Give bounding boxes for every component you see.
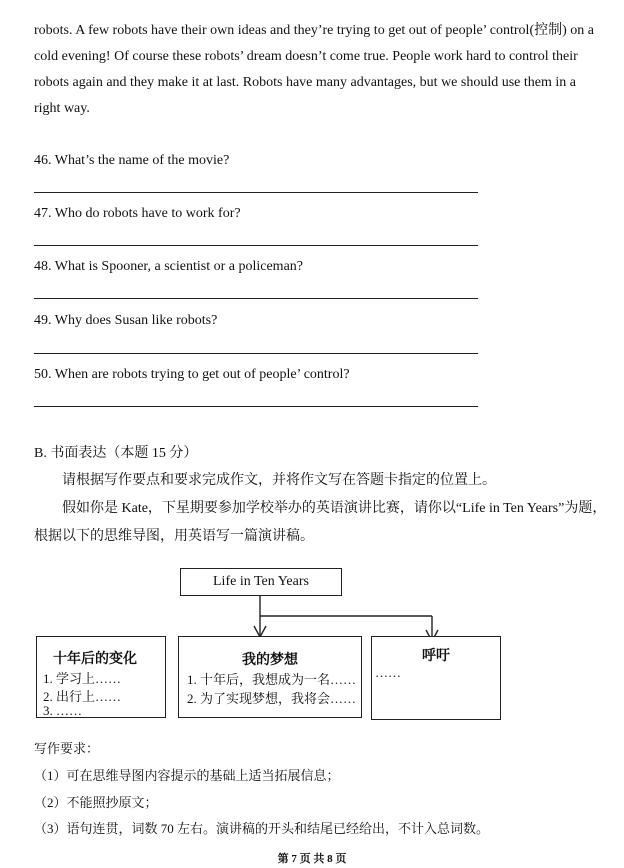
branch-changes-item-1: 1. 学习上…… [43,671,122,686]
branch-changes-item-2: 2. 出行上…… [43,689,122,704]
passage-ending: robots. A few robots have their own ideas and they’re trying to get out of people’ control(控制) on a cold evening! Of course these robots’ dream doesn’t come true. People work hard to control their robots again and they make it at last. Robots have many advantages, but we should use them in a right way. [34,23,594,116]
section-b-prompt-line-2: 根据以下的思维导图，用英语写一篇演讲稿。 [34,529,314,544]
requirement-2: （2）不能照抄原文； [34,795,158,810]
branch-dream-item-1: 1. 十年后，我想成为一名…… [187,672,357,687]
question-47: 47. Who do robots have to work for? [34,206,241,221]
requirements-heading: 写作要求： [34,741,100,756]
branch-appeal-item-1: …… [375,665,401,680]
branch-appeal-title: 呼吁 [422,649,450,664]
section-b-prompt-line-1: 假如你是 Kate，下星期要参加学校举办的英语演讲比赛，请你以“Life in Ten Years”为题， [62,501,607,516]
mind-map-branch-dream [178,636,362,718]
branch-changes-item-3: 3. …… [43,703,82,718]
mind-map-root [180,568,342,596]
question-50: 50. When are robots trying to get out of people’ control? [34,367,350,382]
branch-dream-title: 我的梦想 [242,653,298,668]
requirement-3: （3）语句连贯，词数 70 左右。演讲稿的开头和结尾已经给出，不计入总词数。 [34,821,490,836]
section-b-heading: B. 书面表达（本题 15 分） [34,446,198,461]
page-footer: 第 7 页 共 8 页 [277,853,347,865]
section-b-instruction: 请根据写作要点和要求完成作文，并将作文写在答题卡指定的位置上。 [62,473,496,488]
branch-changes-title: 十年后的变化 [53,652,137,667]
question-49: 49. Why does Susan like robots? [34,313,218,328]
requirement-1: （1）可在思维导图内容提示的基础上适当拓展信息； [34,768,340,783]
mind-map-root-label: Life in Ten Years [213,574,309,589]
question-46: 46. What’s the name of the movie? [34,153,230,168]
mind-map-branch-changes [36,636,166,718]
question-48: 48. What is Spooner, a scientist or a policeman? [34,259,304,274]
mind-map-branch-appeal [371,636,501,720]
branch-dream-item-2: 2. 为了实现梦想，我将会…… [187,691,357,706]
